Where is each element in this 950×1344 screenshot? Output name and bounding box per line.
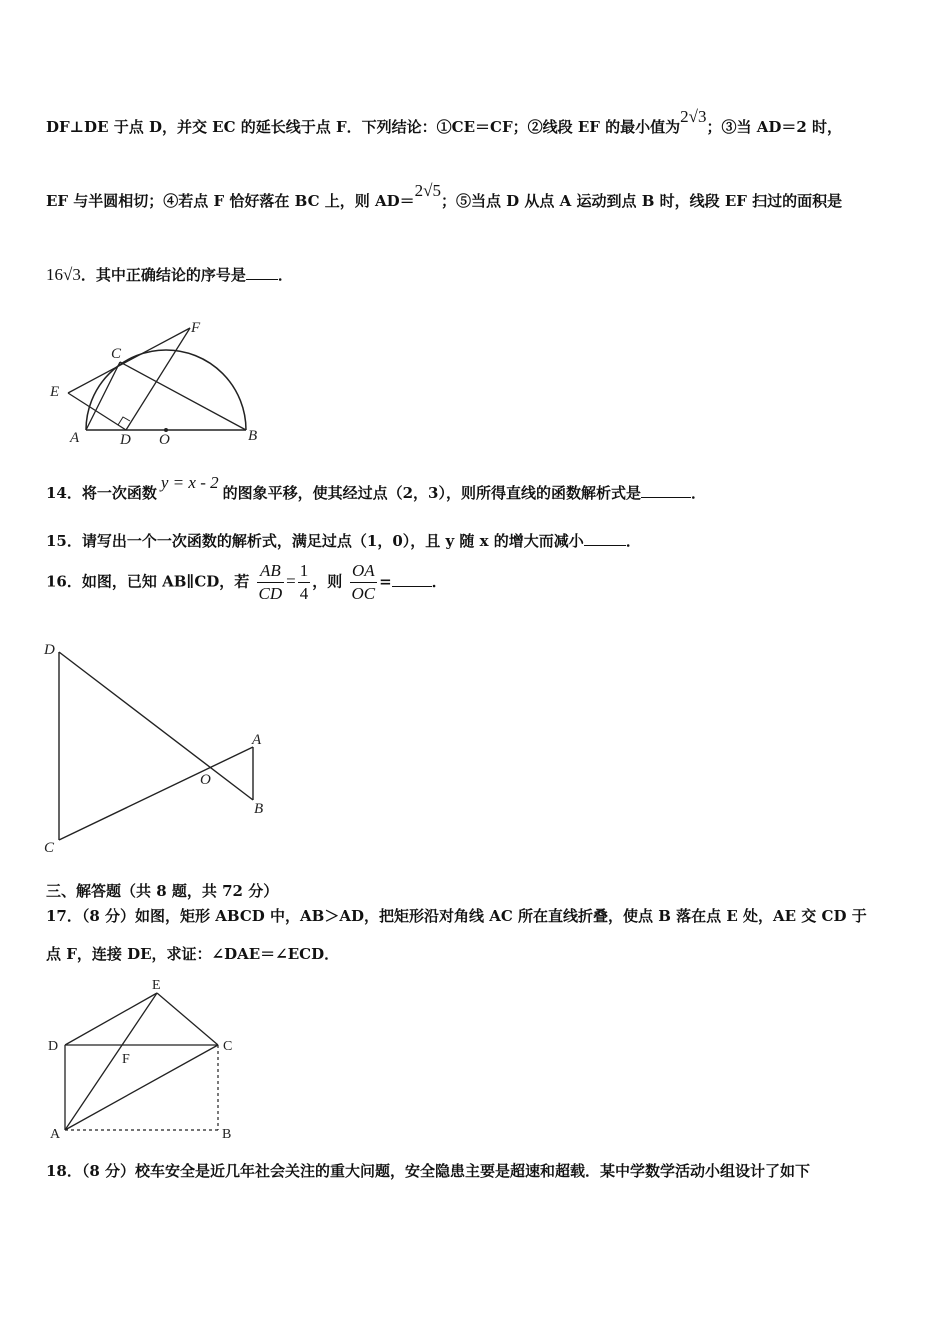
label-b: B — [248, 428, 258, 444]
label-o: O — [200, 772, 211, 788]
line-cb — [120, 362, 246, 430]
label-b: B — [254, 801, 264, 817]
math-y-x-2: y = x - 2 — [160, 473, 219, 492]
fraction-ab-cd: $\frac{AB}{CD}$ — [258, 561, 283, 603]
label-a: A — [50, 1127, 61, 1142]
section-title: 三、解答题（共 8 题，共 72 分） — [46, 882, 279, 900]
label-a: A — [70, 430, 80, 446]
figure-semicircle — [40, 310, 280, 450]
fraction-1-4: $\frac{1}{4}$ — [299, 561, 309, 603]
label-d: D — [44, 642, 55, 658]
line-ca — [59, 747, 253, 840]
answer-blank — [584, 531, 626, 546]
answer-blank — [641, 483, 691, 498]
fraction-oa-oc: $\frac{OA}{OC}$ — [351, 561, 376, 603]
label-o: O — [159, 432, 170, 448]
q13-line-2: EF 与半圆相切；④若点 F 恰好落在 BC 上，则 AD＝2√5；⑤当点 D 从点 A 运动到点 B 时，线段 EF 扫过的面积是 — [46, 181, 843, 210]
line-ef — [68, 328, 190, 393]
line-ca — [86, 362, 120, 430]
label-a: A — [252, 732, 262, 748]
label-e: E — [50, 384, 60, 400]
q13-line-1: DF⊥DE 于点 D，并交 EC 的延长线于点 F．下列结论：①CE＝CF；②线段 EF 的最小值为2√3；③当 AD＝2 时， — [46, 107, 843, 136]
q14-line: 14．将一次函数y = x - 2的图象平移，使其经过点（2，3），则所得直线的函数解析式是 ． — [46, 473, 707, 502]
semicircle-arc — [86, 350, 246, 430]
line-ac — [65, 1045, 218, 1130]
answer-blank — [246, 265, 278, 280]
label-d: D — [48, 1039, 59, 1054]
line-ed — [68, 393, 126, 430]
figure-rectangle-fold — [40, 975, 250, 1145]
math-2sqrt3: 2√3 — [680, 107, 707, 126]
figure-bowtie — [40, 640, 280, 860]
q17-line-2: 点 F，连接 DE，求证：∠DAE＝∠ECD． — [46, 945, 340, 963]
math-16sqrt3: 16√3 — [46, 265, 81, 284]
line-ec — [157, 993, 218, 1045]
label-f: F — [191, 320, 201, 336]
right-angle-mark — [118, 417, 130, 425]
label-f: F — [122, 1052, 130, 1067]
line-ae — [65, 993, 157, 1130]
math-2sqrt5: 2√5 — [414, 181, 441, 200]
label-c: C — [223, 1039, 233, 1054]
label-b: B — [222, 1127, 232, 1142]
q17-line-1: 17．（8 分）如图，矩形 ABCD 中，AB＞AD，把矩形沿对角线 AC 所在直线折叠，使点 B 落在点 E 处，AE 交 CD 于 — [46, 907, 867, 925]
q18-line-1: 18．（8 分）校车安全是近几年社会关注的重大问题，安全隐患主要是超速和超载．某中学数学活动小组设计了如下 — [46, 1162, 811, 1180]
q13-line-3: 16√3．其中正确结论的序号是 ． — [46, 265, 293, 284]
label-d: D — [120, 432, 131, 448]
label-c: C — [44, 840, 55, 856]
q16-line: 16．如图，已知 AB∥CD，若 $\frac{AB}{CD}$ = $\frac{1}{4}$ ，则 $\frac{OA}{OC}$ = ． — [46, 561, 447, 603]
line-df — [126, 328, 190, 430]
answer-blank — [392, 572, 432, 587]
label-c: C — [111, 346, 122, 362]
line-db — [59, 652, 253, 800]
q15-line: 15．请写出一个一次函数的解析式，满足过点（1，0），且 y 随 x 的增大而减小 ． — [46, 532, 641, 550]
label-e: E — [152, 978, 161, 993]
line-de — [65, 993, 157, 1045]
